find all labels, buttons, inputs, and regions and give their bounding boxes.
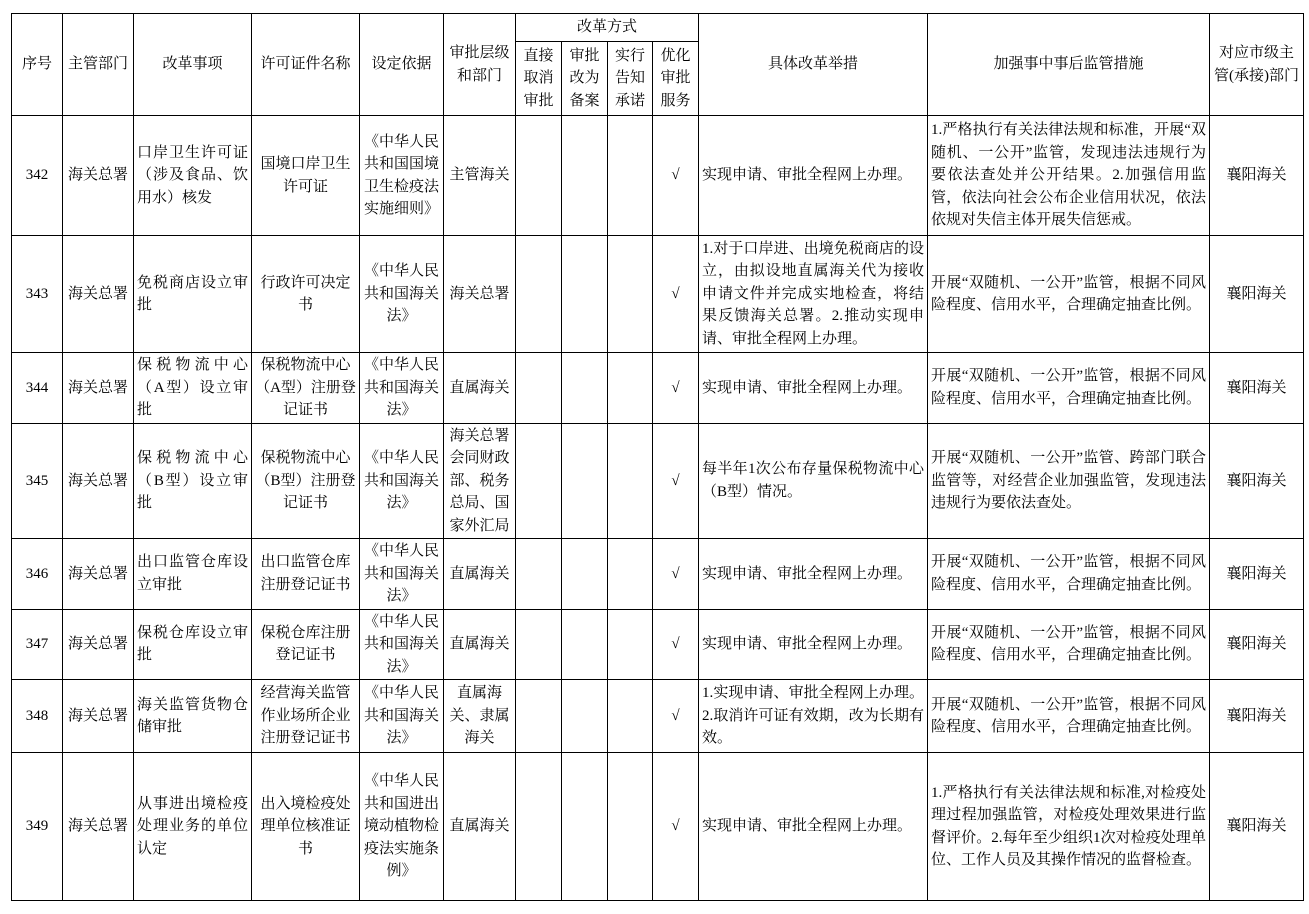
header-seq: 序号 bbox=[12, 14, 63, 116]
cell-level: 海关总署 bbox=[444, 236, 516, 353]
header-measures: 具体改革举措 bbox=[699, 14, 928, 116]
cell-measures: 1.实现申请、审批全程网上办理。2.取消许可证有效期，改为长期有效。 bbox=[699, 680, 928, 753]
cell-city-dept: 襄阳海关 bbox=[1210, 116, 1304, 236]
cell-direct-cancel bbox=[516, 539, 562, 610]
cell-notify-commitment bbox=[608, 539, 653, 610]
cell-level: 直属海关 bbox=[444, 609, 516, 680]
cell-to-filing bbox=[562, 609, 608, 680]
cell-direct-cancel bbox=[516, 116, 562, 236]
cell-supervision: 开展“双随机、一公开”监管，根据不同风险程度、信用水平，合理确定抽查比例。 bbox=[928, 236, 1210, 353]
header-license: 许可证件名称 bbox=[252, 14, 360, 116]
cell-direct-cancel bbox=[516, 680, 562, 753]
cell-basis: 《中华人民共和国海关法》 bbox=[360, 609, 444, 680]
cell-measures: 实现申请、审批全程网上办理。 bbox=[699, 609, 928, 680]
cell-item: 出口监管仓库设立审批 bbox=[134, 539, 252, 610]
cell-item: 保税物流中心（A型）设立审批 bbox=[134, 353, 252, 424]
cell-supervision: 1.严格执行有关法律法规和标准,对检疫处理过程加强监管，对检疫处理效果进行监督评价。2.每年至少组织1次对检疫处理单位、工作人员及其操作情况的监督检查。 bbox=[928, 753, 1210, 901]
cell-level: 直属海关 bbox=[444, 539, 516, 610]
cell-to-filing bbox=[562, 236, 608, 353]
cell-seq: 345 bbox=[12, 423, 63, 539]
cell-license: 国境口岸卫生许可证 bbox=[252, 116, 360, 236]
cell-supervision: 开展“双随机、一公开”监管，根据不同风险程度、信用水平，合理确定抽查比例。 bbox=[928, 680, 1210, 753]
cell-optimize-check: √ bbox=[653, 116, 699, 236]
cell-level: 直属海关 bbox=[444, 353, 516, 424]
cell-optimize-check: √ bbox=[653, 609, 699, 680]
cell-basis: 《中华人民共和国国境卫生检疫法实施细则》 bbox=[360, 116, 444, 236]
cell-direct-cancel bbox=[516, 353, 562, 424]
table-row-348 bbox=[12, 680, 1304, 753]
header-dept: 主管部门 bbox=[63, 14, 134, 116]
cell-level: 直属海关、隶属海关 bbox=[444, 680, 516, 753]
cell-level: 海关总署会同财政部、税务总局、国家外汇局 bbox=[444, 423, 516, 539]
cell-optimize-check: √ bbox=[653, 423, 699, 539]
cell-basis: 《中华人民共和国海关法》 bbox=[360, 539, 444, 610]
cell-dept: 海关总署 bbox=[63, 353, 134, 424]
cell-supervision: 1.严格执行有关法律法规和标准，开展“双随机、一公开”监管，发现违法违规行为要依法查处并公开结果。2.加强信用监管，依法向社会公布企业信用状况，依法依规对失信主体开展失信惩戒。 bbox=[928, 116, 1210, 236]
cell-dept: 海关总署 bbox=[63, 609, 134, 680]
header-city-dept: 对应市级主管(承接)部门 bbox=[1210, 14, 1304, 116]
table-row-346 bbox=[12, 539, 1304, 610]
cell-to-filing bbox=[562, 116, 608, 236]
cell-to-filing bbox=[562, 753, 608, 901]
cell-item: 海关监管货物仓储审批 bbox=[134, 680, 252, 753]
cell-item: 免税商店设立审批 bbox=[134, 236, 252, 353]
cell-supervision: 开展“双随机、一公开”监管，根据不同风险程度、信用水平，合理确定抽查比例。 bbox=[928, 609, 1210, 680]
header-level: 审批层级和部门 bbox=[444, 14, 516, 116]
cell-direct-cancel bbox=[516, 423, 562, 539]
cell-notify-commitment bbox=[608, 609, 653, 680]
cell-license: 出口监管仓库注册登记证书 bbox=[252, 539, 360, 610]
header-basis: 设定依据 bbox=[360, 14, 444, 116]
cell-direct-cancel bbox=[516, 236, 562, 353]
cell-seq: 348 bbox=[12, 680, 63, 753]
table-row-342 bbox=[12, 116, 1304, 236]
cell-measures: 实现申请、审批全程网上办理。 bbox=[699, 353, 928, 424]
header-optimize-service: 优化审批服务 bbox=[653, 42, 699, 116]
cell-dept: 海关总署 bbox=[63, 116, 134, 236]
cell-license: 出入境检疫处理单位核准证书 bbox=[252, 753, 360, 901]
cell-basis: 《中华人民共和国海关法》 bbox=[360, 236, 444, 353]
cell-license: 行政许可决定书 bbox=[252, 236, 360, 353]
header-notify-commitment: 实行告知承诺 bbox=[608, 42, 653, 116]
cell-direct-cancel bbox=[516, 609, 562, 680]
cell-optimize-check: √ bbox=[653, 539, 699, 610]
cell-dept: 海关总署 bbox=[63, 680, 134, 753]
cell-supervision: 开展“双随机、一公开”监管，根据不同风险程度、信用水平，合理确定抽查比例。 bbox=[928, 353, 1210, 424]
cell-city-dept: 襄阳海关 bbox=[1210, 680, 1304, 753]
cell-measures: 实现申请、审批全程网上办理。 bbox=[699, 753, 928, 901]
reform-items-table bbox=[11, 13, 1304, 901]
table-row-343 bbox=[12, 236, 1304, 353]
cell-measures: 1.对于口岸进、出境免税商店的设立，由拟设地直属海关代为接收申请文件并完成实地检查，将结果反馈海关总署。2.推动实现申请、审批全程网上办理。 bbox=[699, 236, 928, 353]
table-row-345 bbox=[12, 423, 1304, 539]
cell-optimize-check: √ bbox=[653, 353, 699, 424]
cell-supervision: 开展“双随机、一公开”监管，根据不同风险程度、信用水平，合理确定抽查比例。 bbox=[928, 539, 1210, 610]
cell-to-filing bbox=[562, 353, 608, 424]
cell-measures: 实现申请、审批全程网上办理。 bbox=[699, 539, 928, 610]
cell-optimize-check: √ bbox=[653, 680, 699, 753]
cell-license: 保税仓库注册登记证书 bbox=[252, 609, 360, 680]
cell-city-dept: 襄阳海关 bbox=[1210, 236, 1304, 353]
header-reform-method-group: 改革方式 bbox=[516, 14, 699, 42]
cell-seq: 342 bbox=[12, 116, 63, 236]
cell-dept: 海关总署 bbox=[63, 539, 134, 610]
cell-dept: 海关总署 bbox=[63, 753, 134, 901]
header-supervision: 加强事中事后监管措施 bbox=[928, 14, 1210, 116]
cell-license: 保税物流中心（B型）注册登记证书 bbox=[252, 423, 360, 539]
cell-to-filing bbox=[562, 680, 608, 753]
table-row-349 bbox=[12, 753, 1304, 901]
cell-dept: 海关总署 bbox=[63, 236, 134, 353]
cell-direct-cancel bbox=[516, 753, 562, 901]
cell-item: 从事进出境检疫处理业务的单位认定 bbox=[134, 753, 252, 901]
cell-item: 保税物流中心（B型）设立审批 bbox=[134, 423, 252, 539]
cell-optimize-check: √ bbox=[653, 753, 699, 901]
cell-city-dept: 襄阳海关 bbox=[1210, 423, 1304, 539]
cell-notify-commitment bbox=[608, 423, 653, 539]
header-direct-cancel: 直接取消审批 bbox=[516, 42, 562, 116]
cell-basis: 《中华人民共和国进出境动植物检疫法实施条例》 bbox=[360, 753, 444, 901]
cell-item: 口岸卫生许可证（涉及食品、饮用水）核发 bbox=[134, 116, 252, 236]
cell-city-dept: 襄阳海关 bbox=[1210, 539, 1304, 610]
cell-seq: 349 bbox=[12, 753, 63, 901]
cell-city-dept: 襄阳海关 bbox=[1210, 609, 1304, 680]
cell-seq: 346 bbox=[12, 539, 63, 610]
cell-notify-commitment bbox=[608, 753, 653, 901]
cell-license: 保税物流中心（A型）注册登记证书 bbox=[252, 353, 360, 424]
cell-to-filing bbox=[562, 423, 608, 539]
cell-to-filing bbox=[562, 539, 608, 610]
cell-notify-commitment bbox=[608, 353, 653, 424]
cell-city-dept: 襄阳海关 bbox=[1210, 353, 1304, 424]
cell-item: 保税仓库设立审批 bbox=[134, 609, 252, 680]
cell-city-dept: 襄阳海关 bbox=[1210, 753, 1304, 901]
cell-optimize-check: √ bbox=[653, 236, 699, 353]
cell-basis: 《中华人民共和国海关法》 bbox=[360, 680, 444, 753]
cell-notify-commitment bbox=[608, 116, 653, 236]
cell-seq: 344 bbox=[12, 353, 63, 424]
cell-basis: 《中华人民共和国海关法》 bbox=[360, 423, 444, 539]
cell-supervision: 开展“双随机、一公开”监管、跨部门联合监管等，对经营企业加强监管，发现违法违规行为要依法查处。 bbox=[928, 423, 1210, 539]
cell-measures: 实现申请、审批全程网上办理。 bbox=[699, 116, 928, 236]
table-row-344 bbox=[12, 353, 1304, 424]
header-row-group bbox=[12, 14, 1304, 42]
header-item: 改革事项 bbox=[134, 14, 252, 116]
cell-notify-commitment bbox=[608, 680, 653, 753]
cell-notify-commitment bbox=[608, 236, 653, 353]
cell-level: 直属海关 bbox=[444, 753, 516, 901]
cell-seq: 343 bbox=[12, 236, 63, 353]
cell-level: 主管海关 bbox=[444, 116, 516, 236]
cell-seq: 347 bbox=[12, 609, 63, 680]
cell-basis: 《中华人民共和国海关法》 bbox=[360, 353, 444, 424]
cell-dept: 海关总署 bbox=[63, 423, 134, 539]
cell-measures: 每半年1次公布存量保税物流中心（B型）情况。 bbox=[699, 423, 928, 539]
table-row-347 bbox=[12, 609, 1304, 680]
cell-license: 经营海关监管作业场所企业注册登记证书 bbox=[252, 680, 360, 753]
header-to-filing: 审批改为备案 bbox=[562, 42, 608, 116]
